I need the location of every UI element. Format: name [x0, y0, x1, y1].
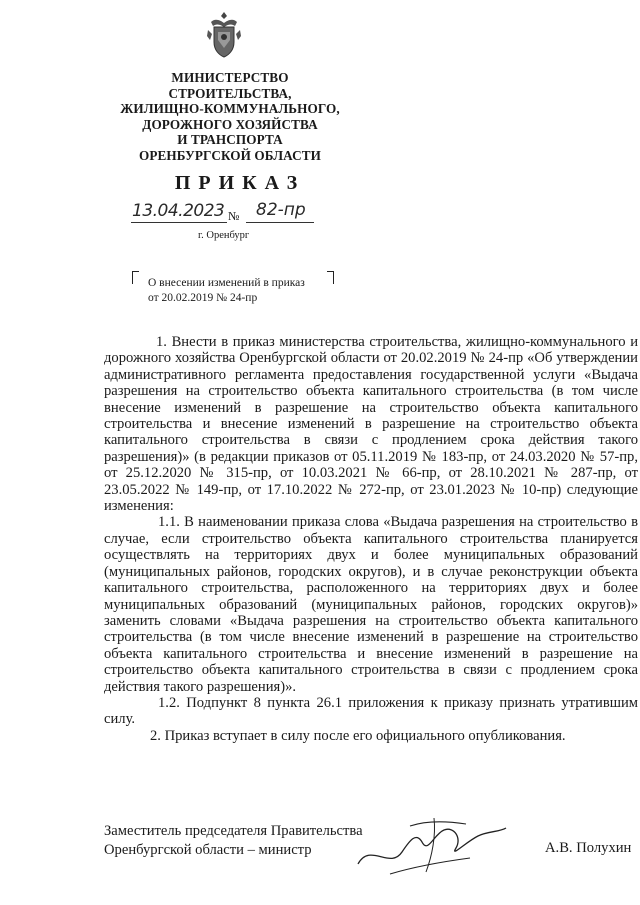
subject — [148, 276, 305, 306]
ministry-line: ЖИЛИЩНО-КОММУНАЛЬНОГО, — [120, 101, 340, 117]
subject-bracket-right — [327, 271, 334, 284]
subject-line: от 20.02.2019 № 24-пр — [148, 292, 258, 304]
subject-line: О внесении изменений в приказ — [148, 277, 305, 289]
order-body — [104, 334, 638, 744]
handwritten-number: 82-пр — [256, 200, 306, 220]
paragraph-1-2: 1.2. Подпункт 8 пункта 26.1 приложения к приказу признать утратившим силу. — [104, 694, 638, 728]
paragraph-1: 1. Внести в приказ министерства строительства, жилищно-коммунального и дорожного хозяйства Оренбургской области от 20.02.2019 № 24-пр «Об утверждении административного регламента предоставления государственной услуги «Выдача разрешения на строительство объекта капитального строительства (в том числе внесение изменений в разрешение на строительство объекта капитального строительства и внесение изменений в разрешение на строительство объекта капитального строительства в связи с продлением срока действия такого разрешения)» (в редакции приказов от 05.11.2019 № 183-пр, от 24.03.2020 № 57-пр, от 25.12.2020 № 315-пр, от 10.03.2021 № 66-пр, от 28.10.2021 № 287-пр, от 23.05.2022 № 149-пр, от 17.10.2022 № 272-пр, от 23.01.2023 № 10-пр) следующие изменения: — [104, 334, 638, 515]
ministry-line: И ТРАНСПОРТА — [177, 132, 283, 148]
paragraph-1-1: 1.1. В наименовании приказа слова «Выдача разрешения на строительство в случае, если строительство объекта капитального строительства планируется осуществлять на территориях двух и более муниципальных образований (муниципальных районов, городских округов), и в случае реконструкции объекта капитального строительства, расположенного на территориях двух и более муниципальных образований (муниципальных районов, городских округов)» заменить словами «Выдача разрешения на строительство объекта капитального строительства (в том числе внесение изменений в разрешение на строительство объекта капитального строительства и внесение изменений в разрешение на строительство объекта капитального строительства в связи с продлением срока действия такого разрешения)». — [104, 514, 638, 695]
ministry-line: ДОРОЖНОГО ХОЗЯЙСТВА — [142, 116, 318, 132]
ministry-line: МИНИСТЕРСТВО — [171, 70, 289, 85]
signatory-name: А.В. Полухин — [545, 840, 632, 856]
coat-of-arms-icon — [205, 10, 243, 60]
signatory-position — [104, 822, 363, 859]
ministry-line: СТРОИТЕЛЬСТВА, — [168, 85, 292, 101]
city: г. Оренбург — [198, 230, 250, 241]
document-type: ПРИКАЗ — [174, 172, 306, 194]
position-line: Заместитель председателя Правительства — [104, 823, 363, 839]
position-line: Оренбургской области – министр — [104, 841, 312, 858]
paragraph-2: 2. Приказ вступает в силу после его официального опубликования. — [150, 727, 566, 744]
ministry-line: ОРЕНБУРГСКОЙ ОБЛАСТИ — [138, 147, 322, 163]
subject-bracket-left — [132, 271, 139, 284]
date-underline — [131, 222, 227, 223]
number-sign: № — [228, 209, 240, 223]
handwritten-date: 13.04.2023 — [132, 201, 225, 221]
ministry-name — [95, 70, 365, 164]
handwritten-signature — [350, 812, 510, 892]
number-underline — [246, 222, 314, 223]
